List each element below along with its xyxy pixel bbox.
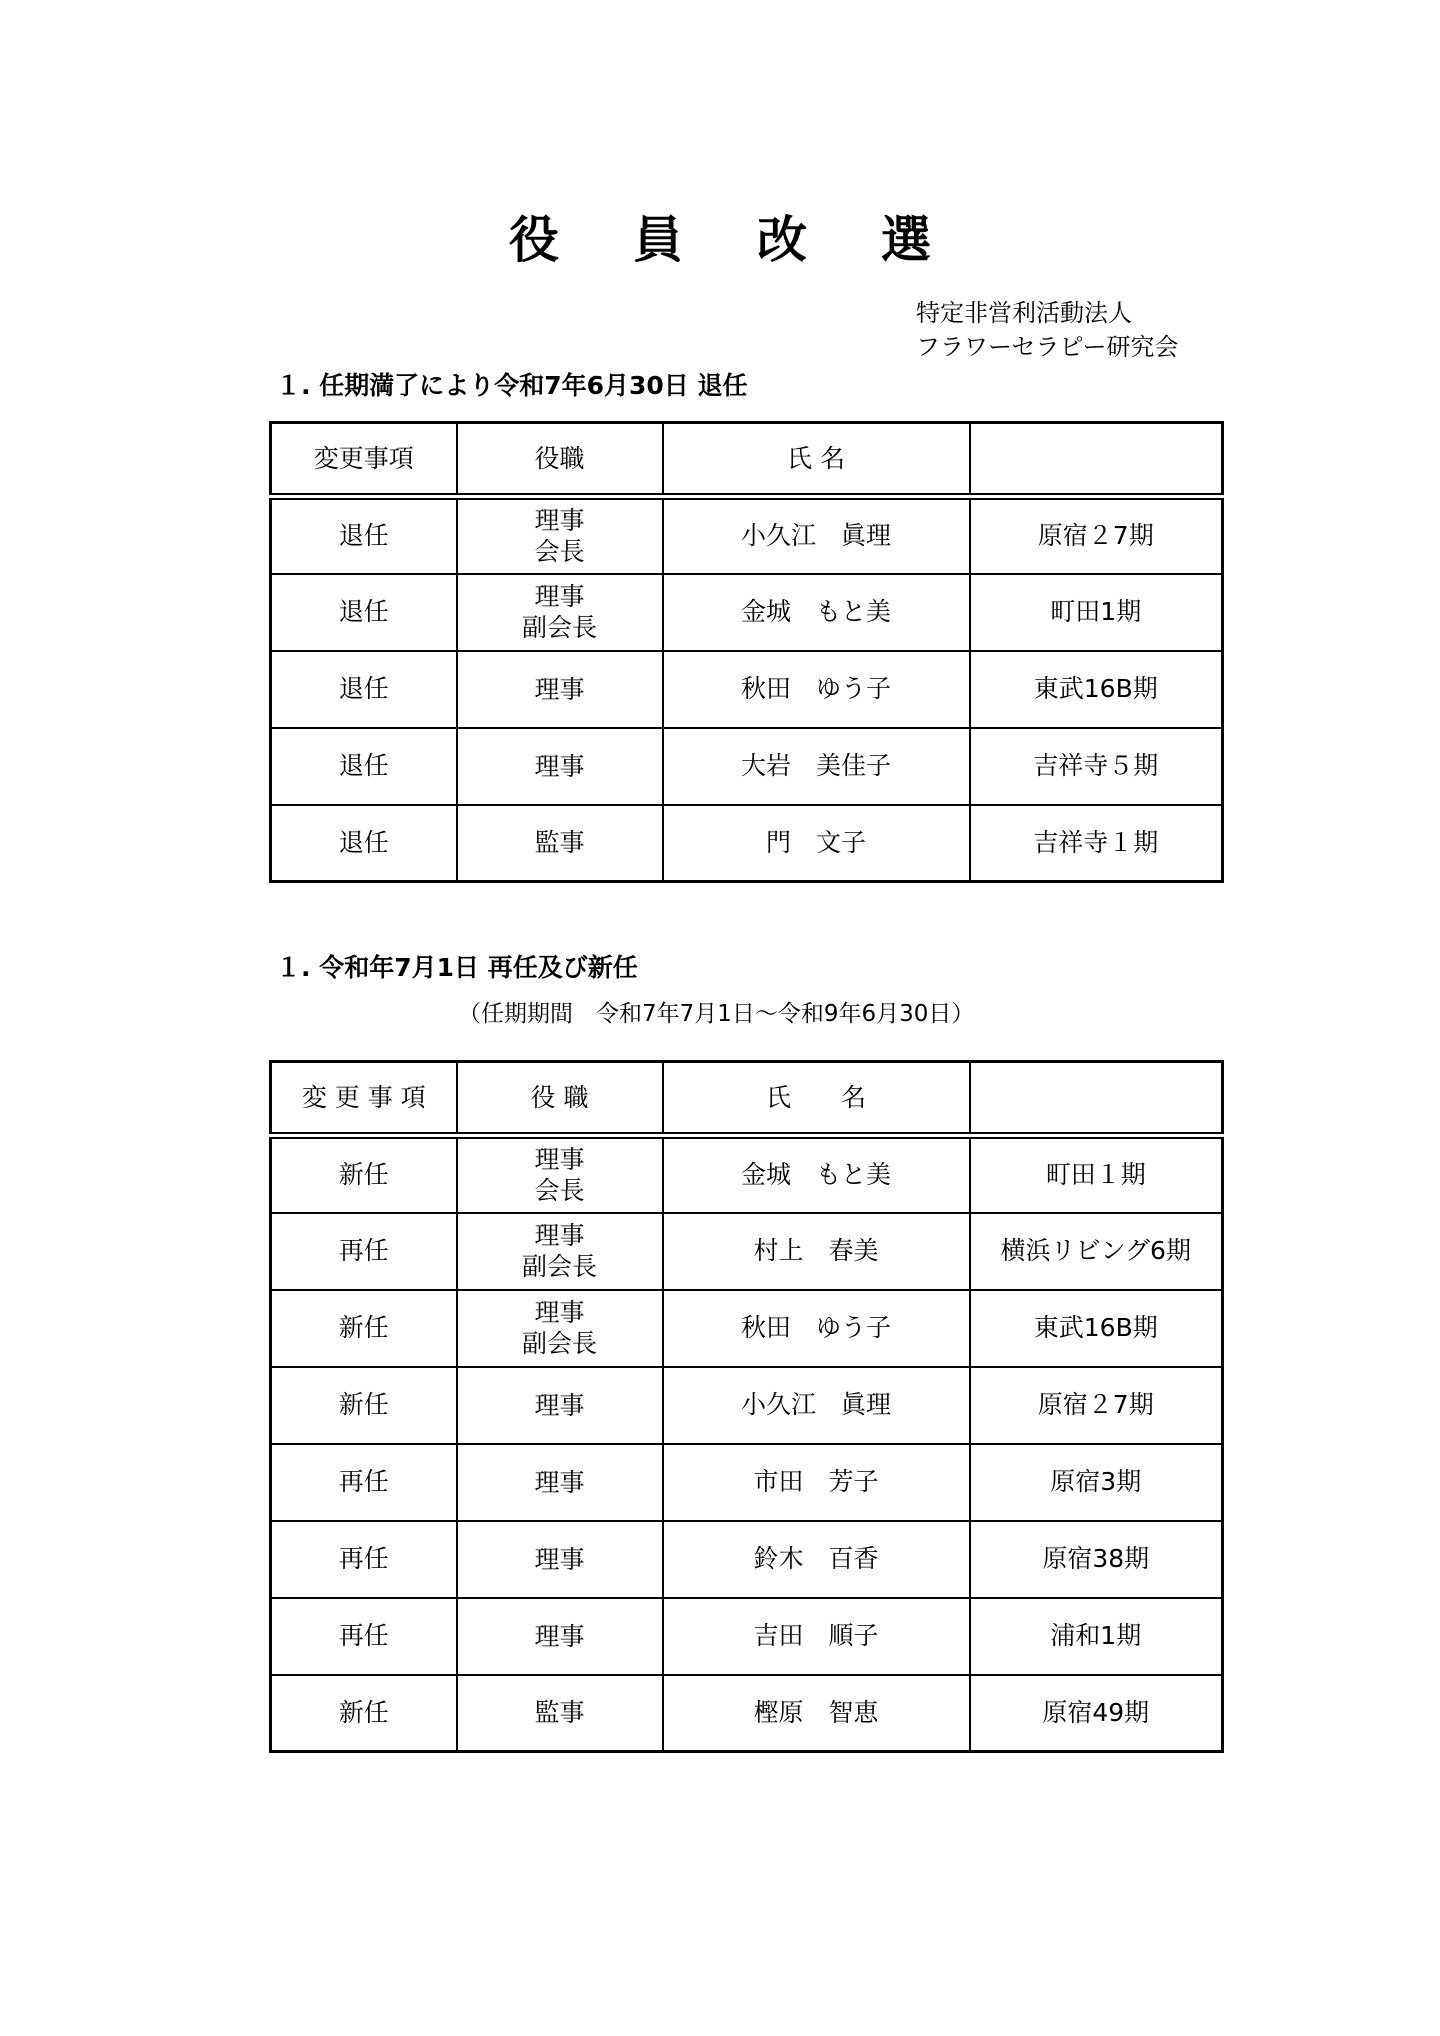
table-row: [271, 1213, 1223, 1290]
cell-position: [457, 497, 663, 574]
table-row: [271, 805, 1223, 882]
cell-name: 門 文子: [663, 805, 970, 882]
header-extra: [970, 1062, 1223, 1136]
position-line: 副会長: [521, 613, 597, 642]
cell-name: 小久江 眞理: [663, 1367, 970, 1444]
cell-change: 新任: [271, 1367, 457, 1444]
cell-note: 原宿3期: [970, 1444, 1223, 1521]
position-line: 会長: [534, 1176, 585, 1206]
table-row: [271, 728, 1223, 805]
cell-name: 大岩 美佳子: [663, 728, 970, 805]
header-position: 役職: [457, 423, 663, 497]
cell-position: [457, 651, 663, 728]
title-char: 役: [509, 211, 559, 269]
cell-note: 吉祥寺５期: [970, 728, 1223, 805]
cell-position: [457, 1598, 663, 1675]
cell-name: 金城 もと美: [663, 1136, 970, 1213]
cell-change: 新任: [271, 1675, 457, 1752]
table-row: [271, 1521, 1223, 1598]
cell-note: 原宿２7期: [970, 1367, 1223, 1444]
cell-note: 横浜リビング6期: [970, 1213, 1223, 1290]
position-line: 理事: [534, 1467, 585, 1497]
header-extra: [970, 423, 1223, 497]
position-line: 理事: [534, 506, 585, 536]
table-row: [271, 1598, 1223, 1675]
header-name: 氏 名: [663, 1062, 970, 1136]
cell-change: 退任: [271, 805, 457, 882]
cell-position: [457, 1367, 663, 1444]
table-header-row: [271, 423, 1223, 497]
cell-position: [457, 1521, 663, 1598]
organization-block: [916, 296, 1179, 364]
cell-name: 金城 もと美: [663, 574, 970, 651]
table-header-row: [271, 1062, 1223, 1136]
table-row: [271, 1290, 1223, 1367]
position-line: 理事: [534, 1621, 585, 1651]
header-position: 役 職: [457, 1062, 663, 1136]
table-row: [271, 574, 1223, 651]
cell-note: 町田１期: [970, 1136, 1223, 1213]
position-line: 監事: [534, 1698, 585, 1728]
position-line: 監事: [534, 828, 585, 858]
retirement-table: [269, 421, 1224, 883]
cell-change: 退任: [271, 651, 457, 728]
position-line: 理事: [534, 1145, 585, 1175]
cell-note: 吉祥寺１期: [970, 805, 1223, 882]
table-row: [271, 497, 1223, 574]
term-period-note: （任期期間 令和7年7月1日～令和9年6月30日）: [458, 1001, 975, 1027]
position-line: 会長: [534, 537, 585, 567]
cell-name: 秋田 ゆう子: [663, 651, 970, 728]
organization-name: フラワーセラピー研究会: [916, 333, 1179, 361]
position-line: 副会長: [521, 1252, 597, 1281]
cell-change: 再任: [271, 1213, 457, 1290]
retirement-table-body: [271, 497, 1223, 882]
cell-note: 原宿49期: [970, 1675, 1223, 1752]
title-char: 選: [881, 211, 931, 269]
title-char: 改: [757, 211, 807, 269]
cell-position: [457, 1290, 663, 1367]
cell-name: 樫原 智恵: [663, 1675, 970, 1752]
position-line: 理事: [534, 1544, 585, 1574]
cell-note: 浦和1期: [970, 1598, 1223, 1675]
table-row: [271, 1444, 1223, 1521]
cell-change: 退任: [271, 574, 457, 651]
table-row: [271, 1136, 1223, 1213]
position-line: 理事: [534, 1221, 585, 1250]
cell-position: [457, 1213, 663, 1290]
position-line: 理事: [534, 751, 585, 781]
cell-note: 原宿２7期: [970, 497, 1223, 574]
cell-change: 再任: [271, 1521, 457, 1598]
cell-position: [457, 805, 663, 882]
organization-type: 特定非営利活動法人: [916, 299, 1132, 327]
header-name: 氏 名: [663, 423, 970, 497]
appointment-table: [269, 1060, 1224, 1753]
cell-note: 東武16B期: [970, 651, 1223, 728]
position-line: 副会長: [521, 1329, 597, 1358]
cell-position: [457, 1136, 663, 1213]
cell-name: 鈴木 百香: [663, 1521, 970, 1598]
cell-change: 再任: [271, 1444, 457, 1521]
cell-position: [457, 1444, 663, 1521]
cell-position: [457, 574, 663, 651]
cell-change: 退任: [271, 728, 457, 805]
cell-position: [457, 1675, 663, 1752]
cell-position: [457, 728, 663, 805]
table-row: [271, 1675, 1223, 1752]
position-line: 理事: [534, 1298, 585, 1327]
header-change: 変 更 事 項: [271, 1062, 457, 1136]
position-line: 理事: [534, 674, 585, 704]
cell-name: 市田 芳子: [663, 1444, 970, 1521]
cell-change: 新任: [271, 1136, 457, 1213]
appointment-table-body: [271, 1136, 1223, 1752]
retirement-heading: １. 任期満了により令和7年6月30日 退任: [276, 371, 748, 400]
table-row: [271, 651, 1223, 728]
appointment-heading: １. 令和年7月1日 再任及び新任: [276, 953, 638, 982]
page-title: [0, 208, 1440, 272]
cell-note: 東武16B期: [970, 1290, 1223, 1367]
cell-name: 小久江 眞理: [663, 497, 970, 574]
cell-name: 吉田 順子: [663, 1598, 970, 1675]
position-line: 理事: [534, 1390, 585, 1420]
position-line: 理事: [534, 582, 585, 611]
cell-change: 新任: [271, 1290, 457, 1367]
table-row: [271, 1367, 1223, 1444]
cell-note: 原宿38期: [970, 1521, 1223, 1598]
cell-change: 再任: [271, 1598, 457, 1675]
cell-name: 秋田 ゆう子: [663, 1290, 970, 1367]
cell-change: 退任: [271, 497, 457, 574]
title-char: 員: [633, 211, 683, 269]
cell-note: 町田1期: [970, 574, 1223, 651]
cell-name: 村上 春美: [663, 1213, 970, 1290]
header-change: 変更事項: [271, 423, 457, 497]
